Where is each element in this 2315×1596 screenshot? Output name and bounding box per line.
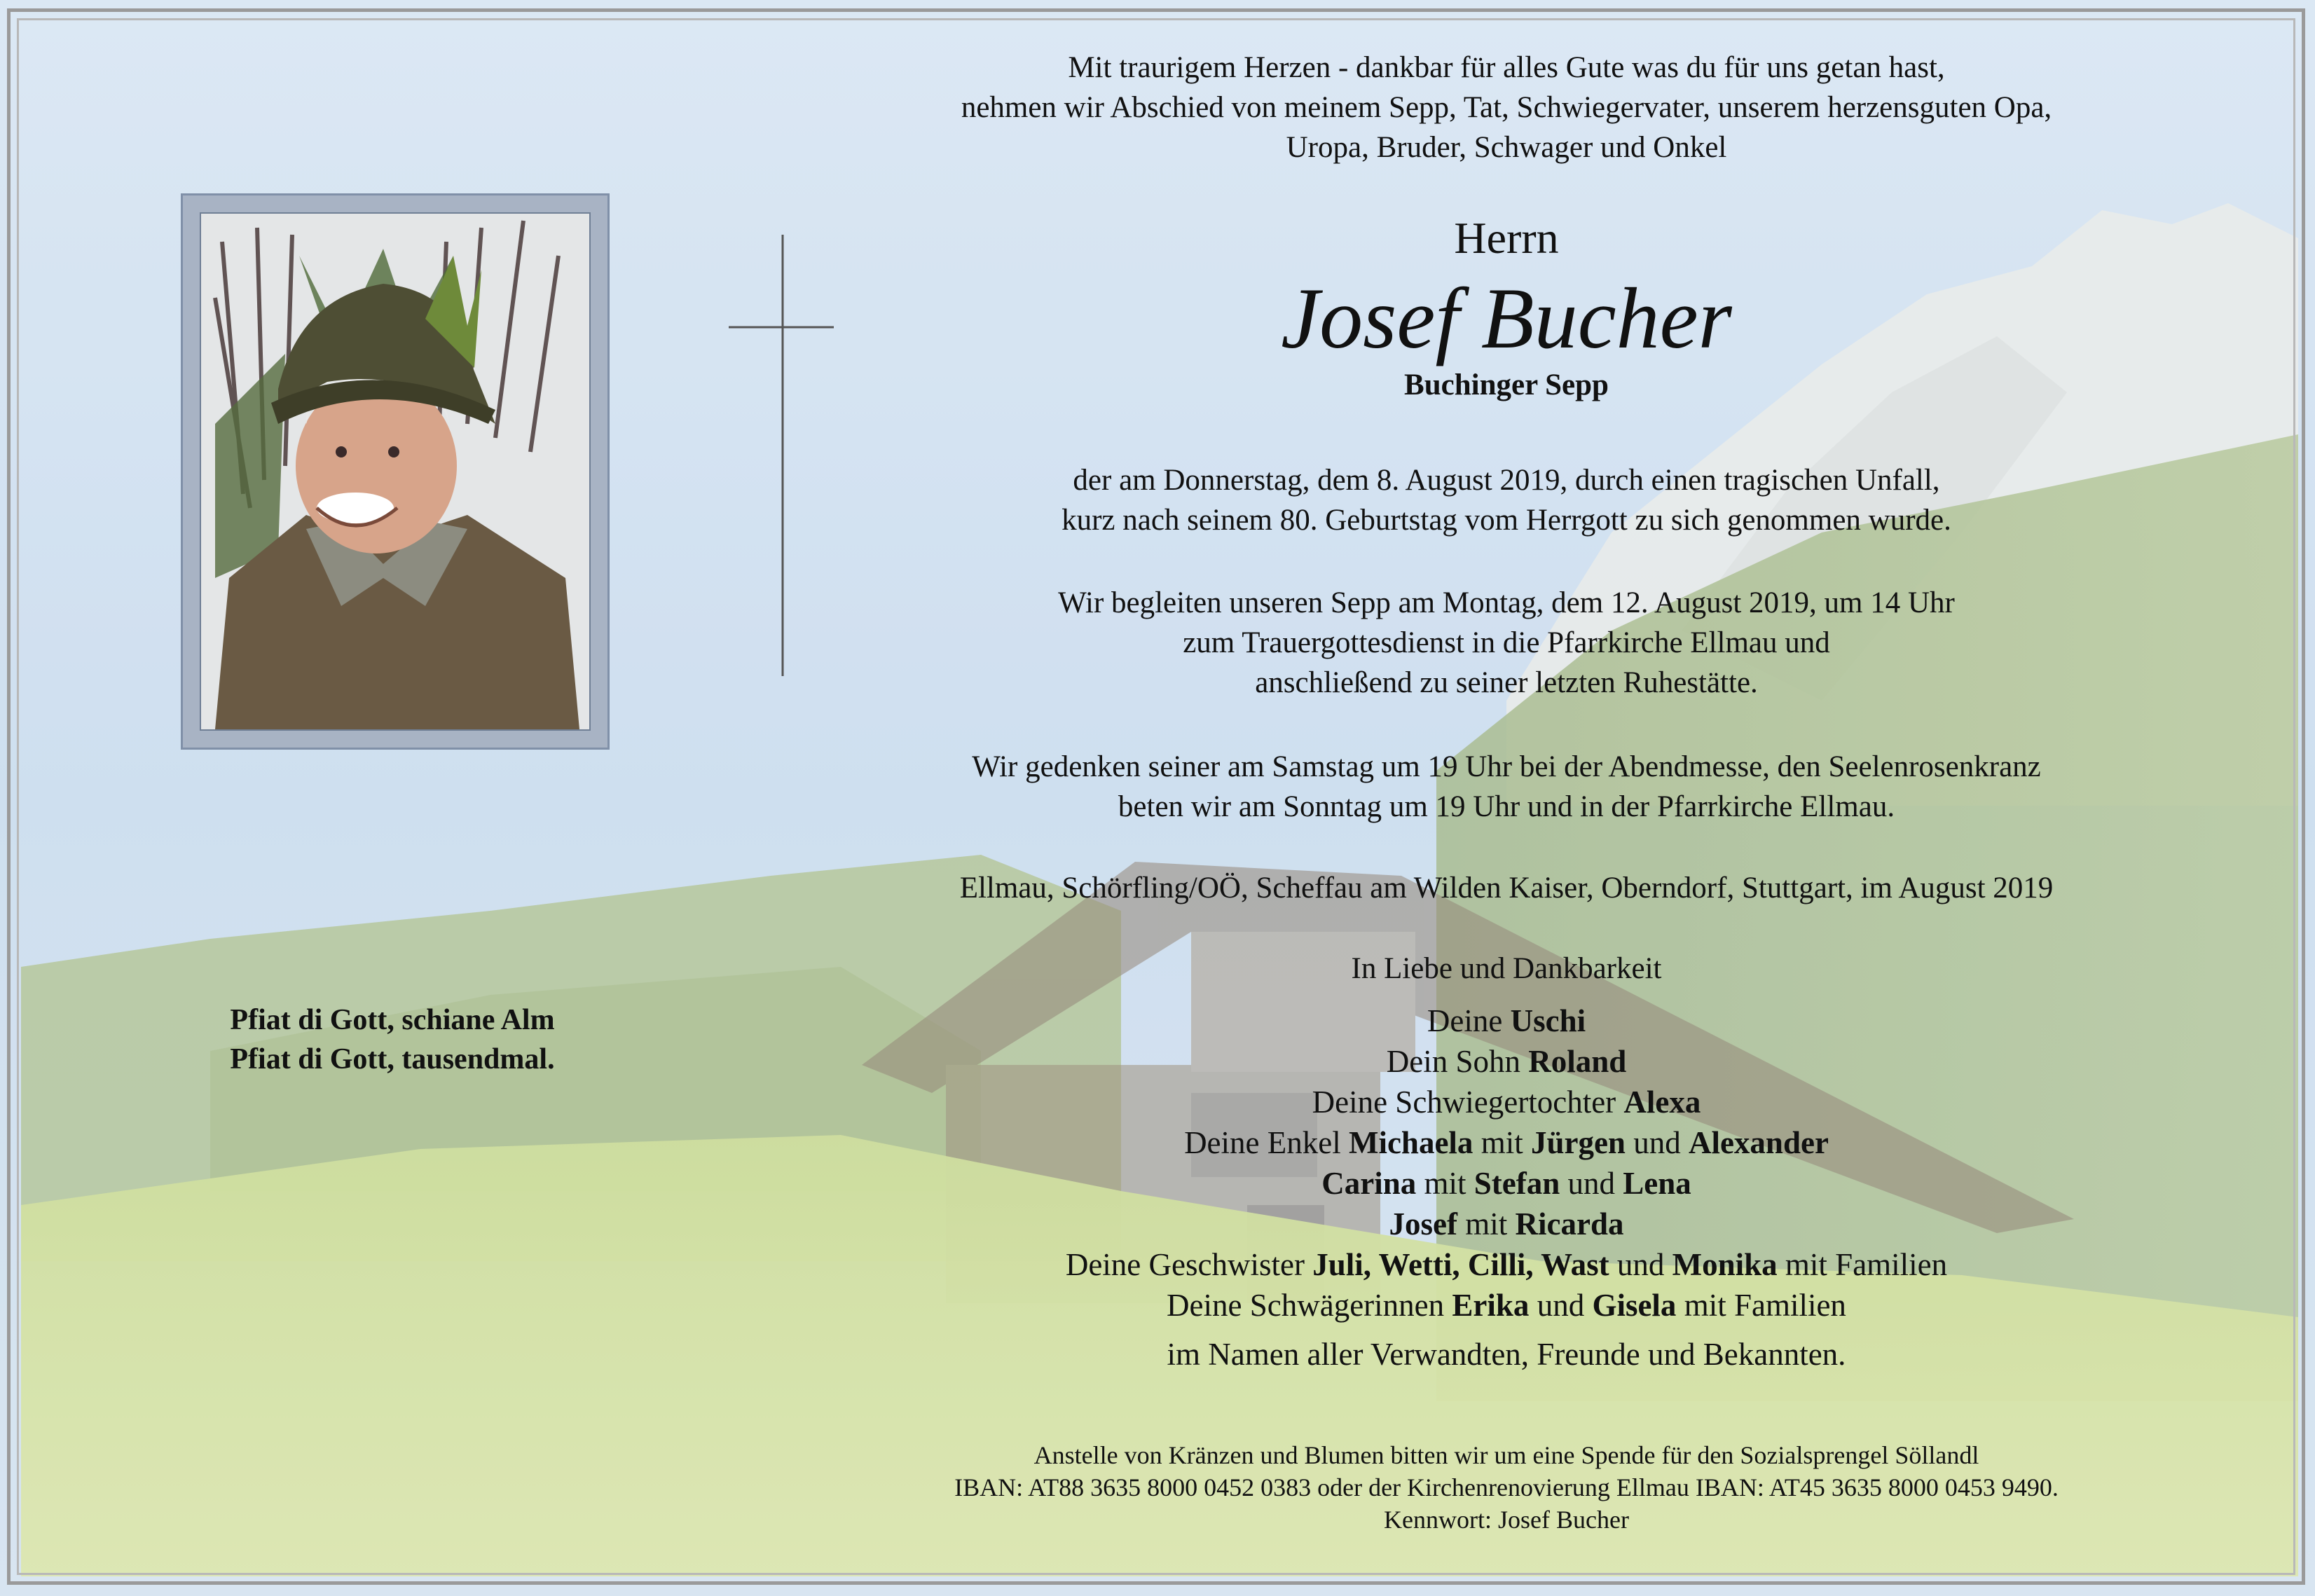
poem-line: Pfiat di Gott, tausendmal. bbox=[230, 1043, 555, 1075]
death-text bbox=[806, 460, 2207, 540]
funeral-line: Wir begleiten unseren Sepp am Montag, dem 12. August 2019, um 14 Uhr bbox=[1058, 586, 1955, 619]
love-line bbox=[806, 949, 2207, 989]
funeral-line: anschließend zu seiner letzten Ruhestätte. bbox=[1255, 666, 1758, 699]
mourner-line: Carina mit Stefan und Lena bbox=[1321, 1166, 1691, 1201]
footer-line: IBAN: AT88 3635 8000 0452 0383 oder der Kirchenrenovierung Ellmau IBAN: AT45 3635 8000 0453 9490. bbox=[954, 1473, 2059, 1501]
intro-line: Uropa, Bruder, Schwager und Onkel bbox=[1286, 131, 1727, 164]
footer-line: Kennwort: Josef Bucher bbox=[1384, 1506, 1629, 1534]
deceased-name: Josef Bucher bbox=[1281, 270, 1732, 366]
funeral-text bbox=[806, 583, 2207, 703]
intro-text bbox=[806, 48, 2207, 167]
intro-line: Mit traurigem Herzen - dankbar für alles Gute was du für uns getan hast, bbox=[1068, 51, 1945, 84]
farewell-poem bbox=[161, 1000, 624, 1079]
mourner-line: Deine Schwiegertochter Alexa bbox=[1312, 1085, 1701, 1120]
places-text: Ellmau, Schörfling/OÖ, Scheffau am Wilden Kaiser, Oberndorf, Stuttgart, im August 2019 bbox=[959, 872, 2054, 904]
places-line bbox=[806, 868, 2207, 908]
mourners-list bbox=[806, 1000, 2207, 1375]
salutation: Herrn bbox=[1454, 213, 1559, 263]
memorial-line: beten wir am Sonntag um 19 Uhr und in der Pfarrkirche Ellmau. bbox=[1118, 790, 1895, 823]
intro-line: nehmen wir Abschied von meinem Sepp, Tat, Schwiegervater, unserem herzensguten Opa, bbox=[961, 91, 2052, 124]
funeral-line: zum Trauergottesdienst in die Pfarrkirche Ellmau und bbox=[1183, 626, 1830, 659]
memorial-text bbox=[806, 747, 2207, 827]
donation-footer bbox=[806, 1439, 2207, 1536]
mourner-line: Josef mit Ricarda bbox=[1389, 1206, 1624, 1241]
portrait-frame bbox=[181, 193, 610, 750]
portrait-photo bbox=[200, 212, 591, 731]
footer-line: Anstelle von Kränzen und Blumen bitten wir um eine Spende für den Sozialsprengel Söllandl bbox=[1033, 1441, 1979, 1469]
love-text: In Liebe und Dankbarkeit bbox=[1351, 952, 1662, 985]
death-line: kurz nach seinem 80. Geburtstag vom Herrgott zu sich genommen wurde. bbox=[1062, 504, 1951, 537]
death-line: der am Donnerstag, dem 8. August 2019, durch einen tragischen Unfall, bbox=[1073, 464, 1940, 497]
mourner-line: Dein Sohn Roland bbox=[1386, 1044, 1627, 1079]
poem-line: Pfiat di Gott, schiane Alm bbox=[230, 1004, 555, 1036]
mourner-line: Deine Enkel Michaela mit Jürgen und Alexander bbox=[1184, 1125, 1829, 1160]
closing-line: im Namen aller Verwandten, Freunde und Bekannten. bbox=[1167, 1337, 1846, 1372]
nickname: Buchinger Sepp bbox=[1404, 369, 1609, 401]
mourner-line: Deine Schwägerinnen Erika und Gisela mit Familien bbox=[1167, 1288, 1846, 1323]
mourner-line: Deine Uschi bbox=[1427, 1003, 1586, 1038]
memorial-line: Wir gedenken seiner am Samstag um 19 Uhr bei der Abendmesse, den Seelenrosenkranz bbox=[972, 750, 2041, 783]
mourner-line: Deine Geschwister Juli, Wetti, Cilli, Wast und Monika mit Familien bbox=[1065, 1247, 1948, 1282]
